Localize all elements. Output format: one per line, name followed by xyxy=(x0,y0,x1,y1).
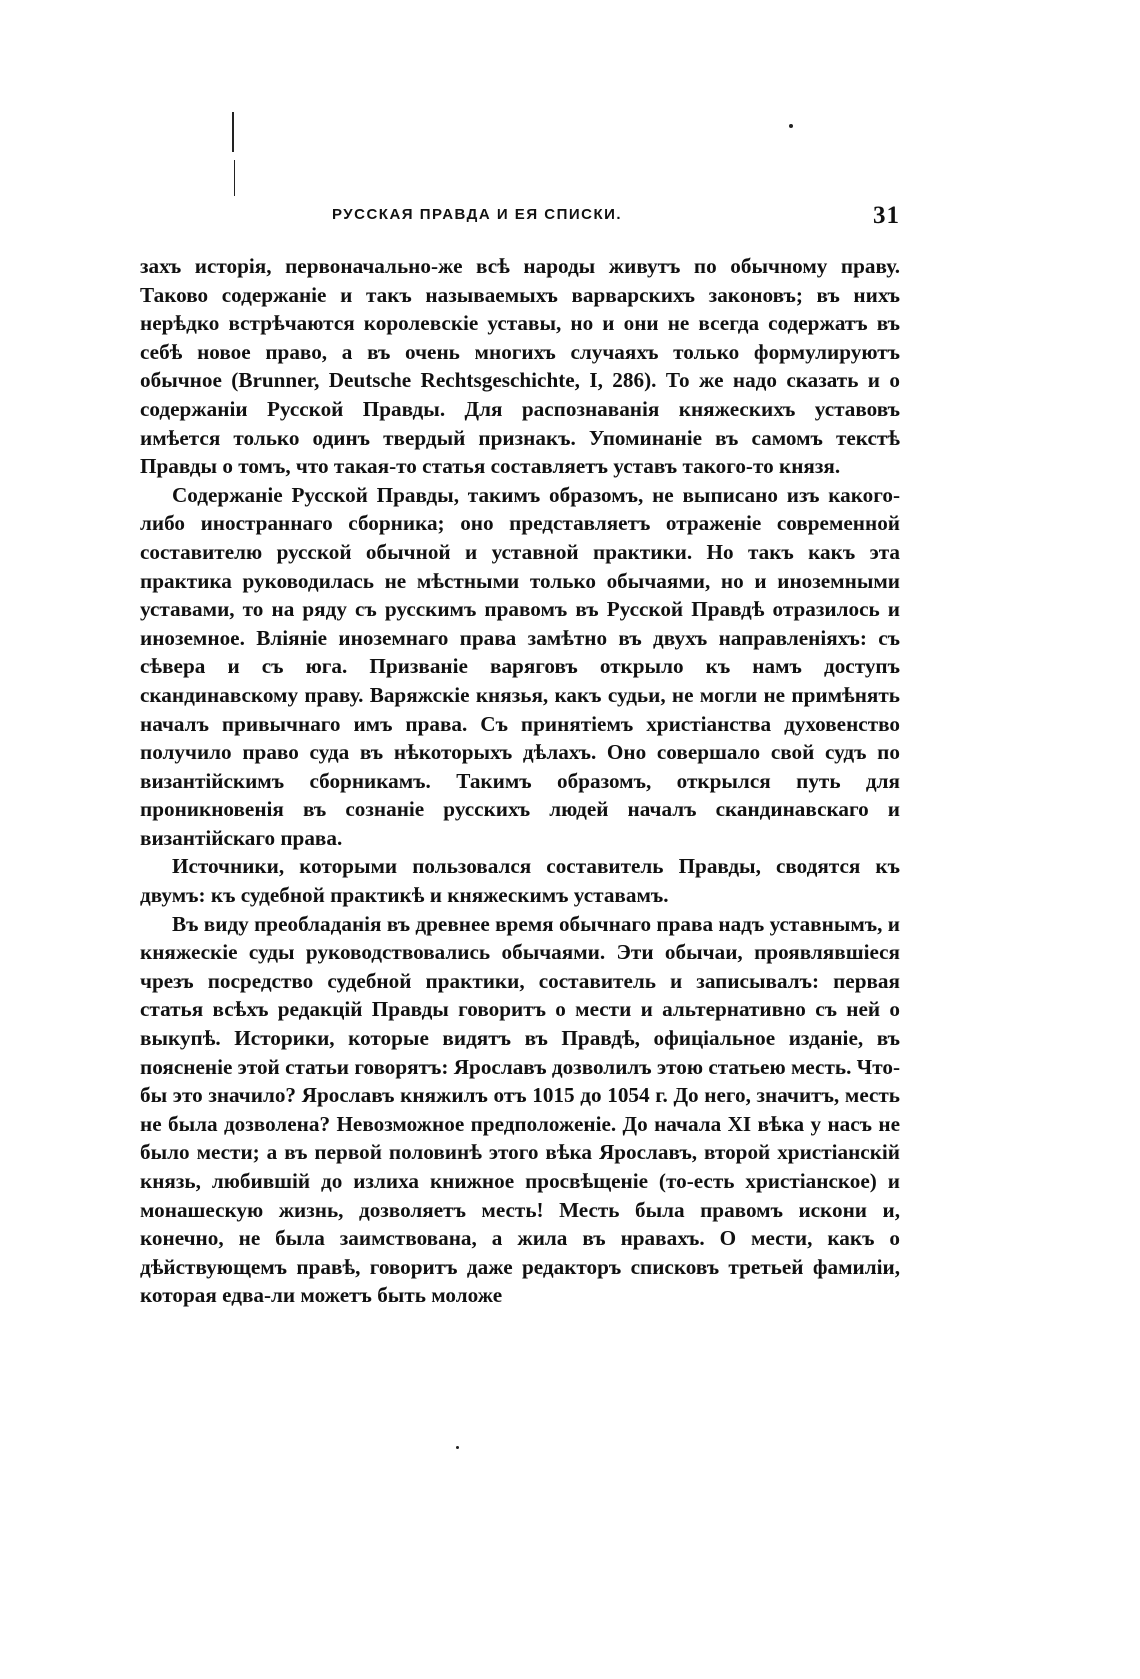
page-header xyxy=(310,202,920,236)
page-number: 31 xyxy=(873,202,900,229)
paragraph: Содержаніе Русской Правды, такимъ образомъ, не выписано изъ какого-либо иностраннаго сборника; оно представляетъ отраженіе современной составителю русской обычной и уставной практики. Но такъ какъ эта практика руководилась не мѣстными только обычаями, но и иноземными уставами, то на ряду съ русскимъ правомъ въ Русской Правдѣ отразилось и иноземное. Вліяніе иноземнаго права замѣтно въ двухъ направленіяхъ: съ сѣвера и съ юга. Призваніе варяговъ открыло къ намъ доступъ скандинавскому праву. Варяжскіе князья, какъ судьи, не могли не примѣнять началъ привычнаго имъ права. Съ принятіемъ христіанства духовенство получило право суда въ нѣкоторыхъ дѣлахъ. Оно совершало свой судъ по византійскимъ сборникамъ. Такимъ образомъ, открылся путь для проникновенія въ сознаніе русскихъ людей началъ скандинавскаго и византійскаго права. xyxy=(140,482,900,850)
paragraph: захъ исторія, первоначально-же всѣ народы живутъ по обычному праву. Таково содержаніе и такъ называемыхъ варварскихъ законовъ; въ нихъ нерѣдко встрѣчаются королевскіе уставы, но и они не всегда содержатъ въ себѣ новое право, а въ очень многихъ случаяхъ только формулируютъ обычное (Brunner, Deutsche Rechtsgeschichte, I, 286). То же надо сказать и о содержаніи Русской Правды. Для распознаванія княжескихъ уставовъ имѣется только одинъ твердый признакъ. Упоминаніе въ самомъ текстѣ Правды о томъ, что такая-то статья составляетъ уставъ такого-то князя. xyxy=(140,254,900,479)
body-text xyxy=(140,252,900,1310)
scan-artifact-dot xyxy=(456,1446,459,1449)
paragraph: Источники, которыми пользовался составитель Правды, сводятся къ двумъ: къ судебной практикѣ и княжескимъ уставамъ. xyxy=(140,854,900,908)
running-title: РУССКАЯ ПРАВДА И ЕЯ СПИСКИ. xyxy=(332,206,623,223)
scan-artifact-dot xyxy=(789,124,793,128)
paragraph: Въ виду преобладанія въ древнее время обычнаго права надъ уставнымъ, и княжескіе суды руководствовались обычаями. Эти обычаи, проявлявшіеся чрезъ посредство судебной практики, составитель и записывалъ: первая статья всѣхъ редакцій Правды говоритъ о мести и альтернативно съ ней о выкупѣ. Историки, которые видятъ въ Правдѣ, офиціальное изданіе, въ поясненіе этой статьи говорятъ: Ярославъ дозволилъ этою статьею месть. Что-бы это значило? Ярославъ княжилъ отъ 1015 до 1054 г. До него, значитъ, месть не была дозволена? Невозможное предположеніе. До начала XI вѣка у насъ не было мести; а въ первой половинѣ этого вѣка Ярославъ, второй христіанскій князь, любившій до излиха книжное просвѣщеніе (то-есть христіанское) и монашескую жизнь, дозволяетъ месть! Месть была правомъ искони и, конечно, не была заимствована, а жила въ нравахъ. О мести, какъ о дѣйствующемъ правѣ, говоритъ даже редакторъ списковъ третьей фамиліи, которая едва-ли можетъ быть моложе xyxy=(140,911,900,1308)
scan-artifact-line xyxy=(232,112,234,152)
scan-artifact-line xyxy=(234,160,235,196)
